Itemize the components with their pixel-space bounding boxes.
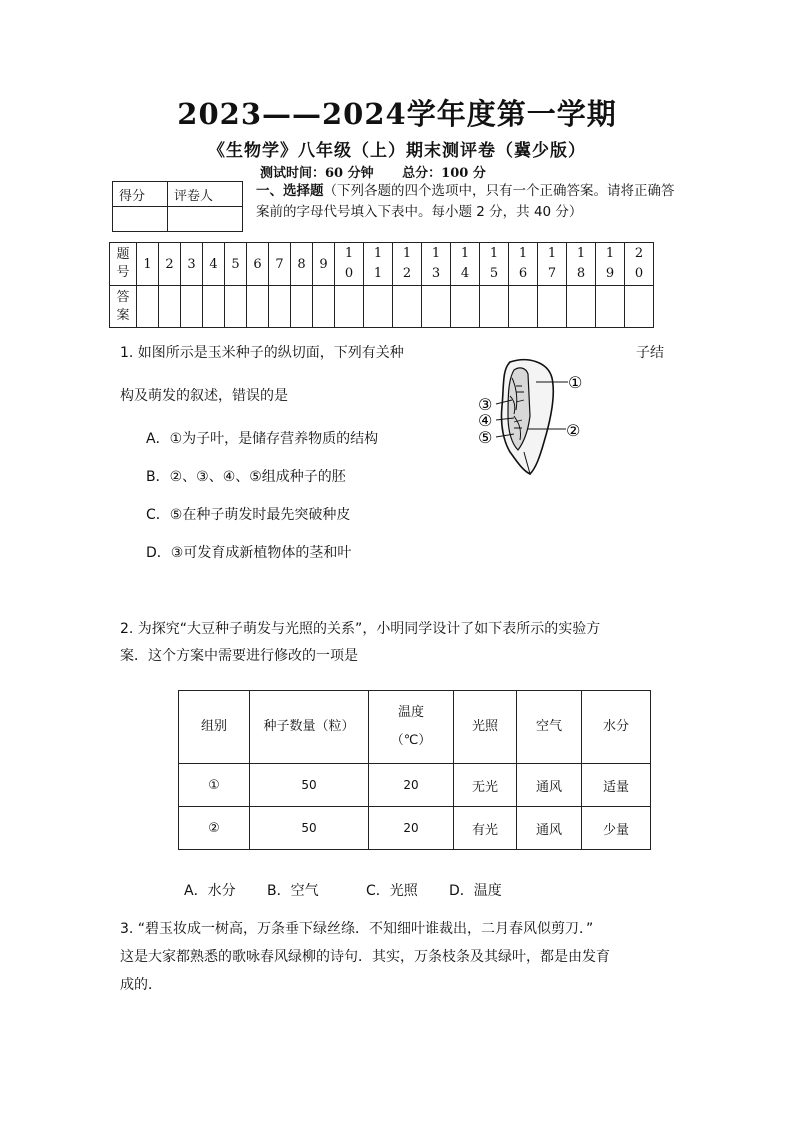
answer-cell[interactable]	[269, 286, 291, 328]
question-number-cell: 1 5	[480, 243, 509, 286]
answer-cell[interactable]	[203, 286, 225, 328]
answer-cell[interactable]	[335, 286, 364, 328]
q1-stem-line2: 构及萌发的叙述，错误的是	[120, 388, 288, 404]
question-number-cell: 5	[225, 243, 247, 286]
question-number-cell: 1 9	[596, 243, 625, 286]
q2-option-c: C．光照	[366, 883, 418, 899]
q1-stem-line1: 1. 如图所示是玉米种子的纵切面，下列有关种	[120, 345, 404, 361]
q2-stem-line1: 2. 为探究“大豆种子萌发与光照的关系”，小明同学设计了如下表所示的实验方	[120, 621, 601, 637]
question-number-cell: 8	[291, 243, 313, 286]
question-number-cell: 1 0	[335, 243, 364, 286]
fig-label-3: ③	[478, 395, 493, 414]
answer-cell[interactable]	[225, 286, 247, 328]
q3-line3: 成的．	[120, 977, 162, 993]
answer-cell[interactable]	[538, 286, 567, 328]
answer-cell[interactable]	[567, 286, 596, 328]
answer-cell[interactable]	[181, 286, 203, 328]
q3-line1: 3. “碧玉妆成一树高，万条垂下绿丝绦．不知细叶谁裁出，二月春风似剪刀．”	[120, 921, 594, 937]
row-label-question-number: 题 号	[110, 243, 137, 286]
q1-stem-line1-end: 子结	[636, 345, 664, 361]
exam-info	[260, 162, 510, 181]
answer-cell[interactable]	[509, 286, 538, 328]
question-number-cell: 1 3	[422, 243, 451, 286]
answer-cell[interactable]	[137, 286, 159, 328]
question-number-cell: 1 4	[451, 243, 480, 286]
header-group: 组别	[179, 691, 250, 764]
table-row: ① 50 20 无光 通风 适量	[179, 764, 651, 807]
fig-label-1: ①	[568, 373, 583, 392]
answer-cell[interactable]	[480, 286, 509, 328]
section-1-header	[256, 181, 676, 223]
header-temperature: 温度 （℃）	[369, 691, 454, 764]
header-water: 水分	[582, 691, 651, 764]
answer-cell[interactable]	[422, 286, 451, 328]
fig-label-5: ⑤	[478, 428, 493, 447]
reviewer-cell[interactable]	[168, 207, 243, 232]
question-number-cell: 4	[203, 243, 225, 286]
question-number-cell: 1 7	[538, 243, 567, 286]
question-number-cell: 1 8	[567, 243, 596, 286]
question-number-cell: 2	[159, 243, 181, 286]
section-1-title: 一、选择题	[256, 183, 324, 199]
test-time: 测试时间：60 分钟	[260, 166, 374, 181]
q1-option-c: C．⑤在种子萌发时最先突破种皮	[146, 507, 351, 523]
row-label-answer: 答 案	[110, 286, 137, 328]
question-number-cell: 3	[181, 243, 203, 286]
table-row: ② 50 20 有光 通风 少量	[179, 807, 651, 850]
score-label: 得分	[113, 182, 168, 207]
header-air: 空气	[517, 691, 582, 764]
answer-cell[interactable]	[451, 286, 480, 328]
answer-cell[interactable]	[596, 286, 625, 328]
q2-stem-line2: 案．这个方案中需要进行修改的一项是	[120, 648, 358, 664]
answer-cell[interactable]	[291, 286, 313, 328]
header-seed-count: 种子数量（粒）	[250, 691, 369, 764]
question-number-cell: 6	[247, 243, 269, 286]
question-number-cell: 1 2	[393, 243, 422, 286]
question-number-cell: 1 6	[509, 243, 538, 286]
answer-cell[interactable]	[159, 286, 181, 328]
q2-option-d: D．温度	[449, 883, 502, 899]
answer-grid	[109, 242, 654, 328]
question-number-cell: 9	[313, 243, 335, 286]
question-number-cell: 7	[269, 243, 291, 286]
corn-seed-diagram	[470, 356, 595, 478]
answer-cell[interactable]	[364, 286, 393, 328]
fig-label-4: ④	[478, 411, 493, 430]
q1-option-d: D．③可发育成新植物体的茎和叶	[146, 545, 352, 561]
answer-cell[interactable]	[313, 286, 335, 328]
q1-option-b: B．②、③、④、⑤组成种子的胚	[146, 469, 346, 485]
fig-label-2: ②	[566, 421, 581, 440]
answer-cell[interactable]	[247, 286, 269, 328]
q3-line2: 这是大家都熟悉的歌咏春风绿柳的诗句．其实，万条枝条及其绿叶，都是由发育	[120, 949, 610, 965]
answer-cell[interactable]	[393, 286, 422, 328]
question-number-cell: 2 0	[625, 243, 654, 286]
exam-title: 2023——2024学年度第一学期	[177, 97, 617, 131]
q2-option-b: B．空气	[267, 883, 319, 899]
grader-table	[112, 181, 243, 232]
answer-cell[interactable]	[625, 286, 654, 328]
reviewer-label: 评卷人	[168, 182, 243, 207]
question-number-cell: 1 1	[364, 243, 393, 286]
score-cell[interactable]	[113, 207, 168, 232]
q1-option-a: A．①为子叶，是储存营养物质的结构	[146, 431, 379, 447]
section-1-instructions: （下列各题的四个选项中，只有一个正确答案。请将正确答案前的字母代号填入下表中。每小题 2 分，共 40 分）	[256, 183, 675, 220]
question-number-cell: 1	[137, 243, 159, 286]
exam-subtitle: 《生物学》八年级（上）期末测评卷（冀少版）	[208, 141, 586, 161]
total-score: 总分：100 分	[402, 166, 486, 181]
experiment-table	[178, 690, 651, 850]
header-light: 光照	[454, 691, 517, 764]
q2-option-a: A．水分	[184, 883, 236, 899]
